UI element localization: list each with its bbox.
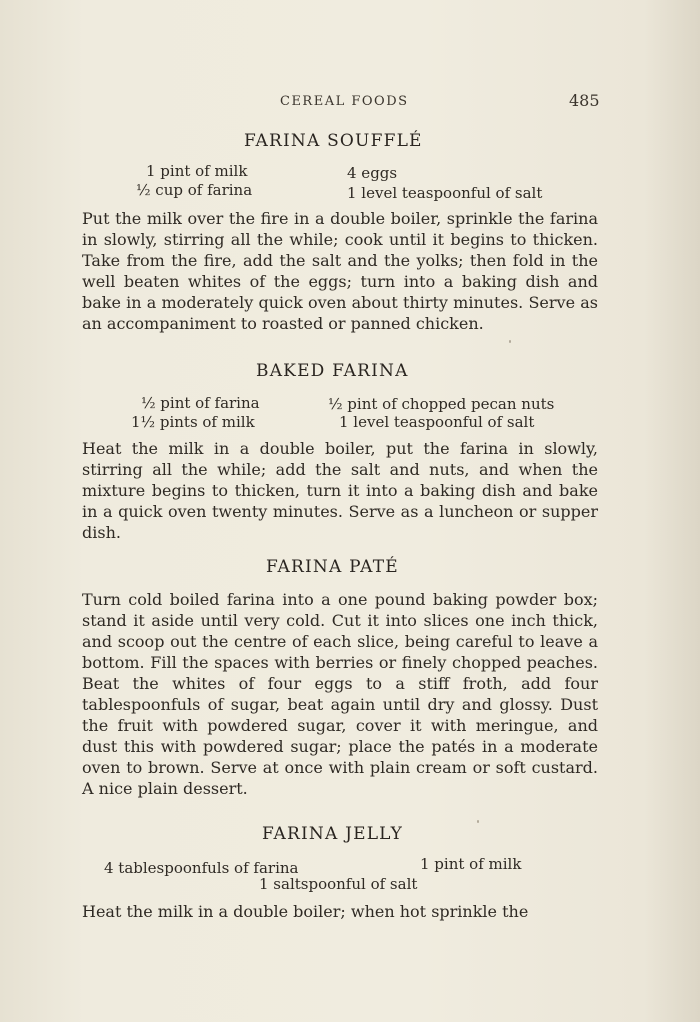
recipe-directions: Heat the milk in a double boiler, put the farina in slowly, stirring all the while; add the salt and nuts, and when the mixture begins to thicken, turn it into a baking dish and bake in a quick oven twenty minutes. Serve as a luncheon or supper dish. xyxy=(82,439,598,542)
recipe-directions: Turn cold boiled farina into a one pound baking powder box; stand it aside until very cold. Cut it into slices one inch thick, and scoop out the centre of each slice, being careful to leave a bottom. Fill the spaces with berries or finely chopped peaches. Beat the whites of four eggs to a stiff froth, add four tablespoonfuls of sugar, beat again until dry and glossy. Dust the fruit with powdered sugar, cover it with meringue, and dust this with powdered sugar; place the patés in a moderate oven to brown. Serve at once with plain cream or soft custard. A nice plain dessert. xyxy=(82,590,598,798)
ingredient: 4 eggs xyxy=(347,164,398,182)
ingredient: 1½ pints of milk xyxy=(131,413,255,431)
ingredient: 1 level teaspoonful of salt xyxy=(339,413,535,431)
recipe-title: FARINA SOUFFLÉ xyxy=(244,131,423,151)
recipe-title: FARINA JELLY xyxy=(262,824,404,844)
page-number: 485 xyxy=(569,91,600,110)
ingredient: 1 level teaspoonful of salt xyxy=(347,184,543,202)
ingredient: ½ pint of farina xyxy=(141,394,260,412)
paper-speck xyxy=(477,820,479,823)
ingredient: ½ pint of chopped pecan nuts xyxy=(328,395,555,413)
recipe-title: BAKED FARINA xyxy=(256,361,409,381)
recipe-directions: Put the milk over the fire in a double boiler, sprinkle the farina in slowly, stirring all the while; cook until it begins to thicken. Take from the fire, add the salt and the yolks; then fold in the well beaten whites of the eggs; turn into a baking dish and bake in a moderately quick oven about thirty minutes. Serve as an accompaniment to roasted or panned chicken. xyxy=(82,209,598,333)
paper-speck xyxy=(509,340,511,343)
ingredient: 1 saltspoonful of salt xyxy=(259,875,418,893)
ingredient: 1 pint of milk xyxy=(146,162,248,180)
ingredient: 1 pint of milk xyxy=(420,855,522,873)
recipe-title: FARINA PATÉ xyxy=(266,557,399,577)
running-head: CEREAL FOODS xyxy=(280,94,409,109)
ingredient: 4 tablespoonfuls of farina xyxy=(104,859,299,877)
recipe-directions: Heat the milk in a double boiler; when hot sprinkle the xyxy=(82,902,529,921)
ingredient: ½ cup of farina xyxy=(136,181,253,199)
